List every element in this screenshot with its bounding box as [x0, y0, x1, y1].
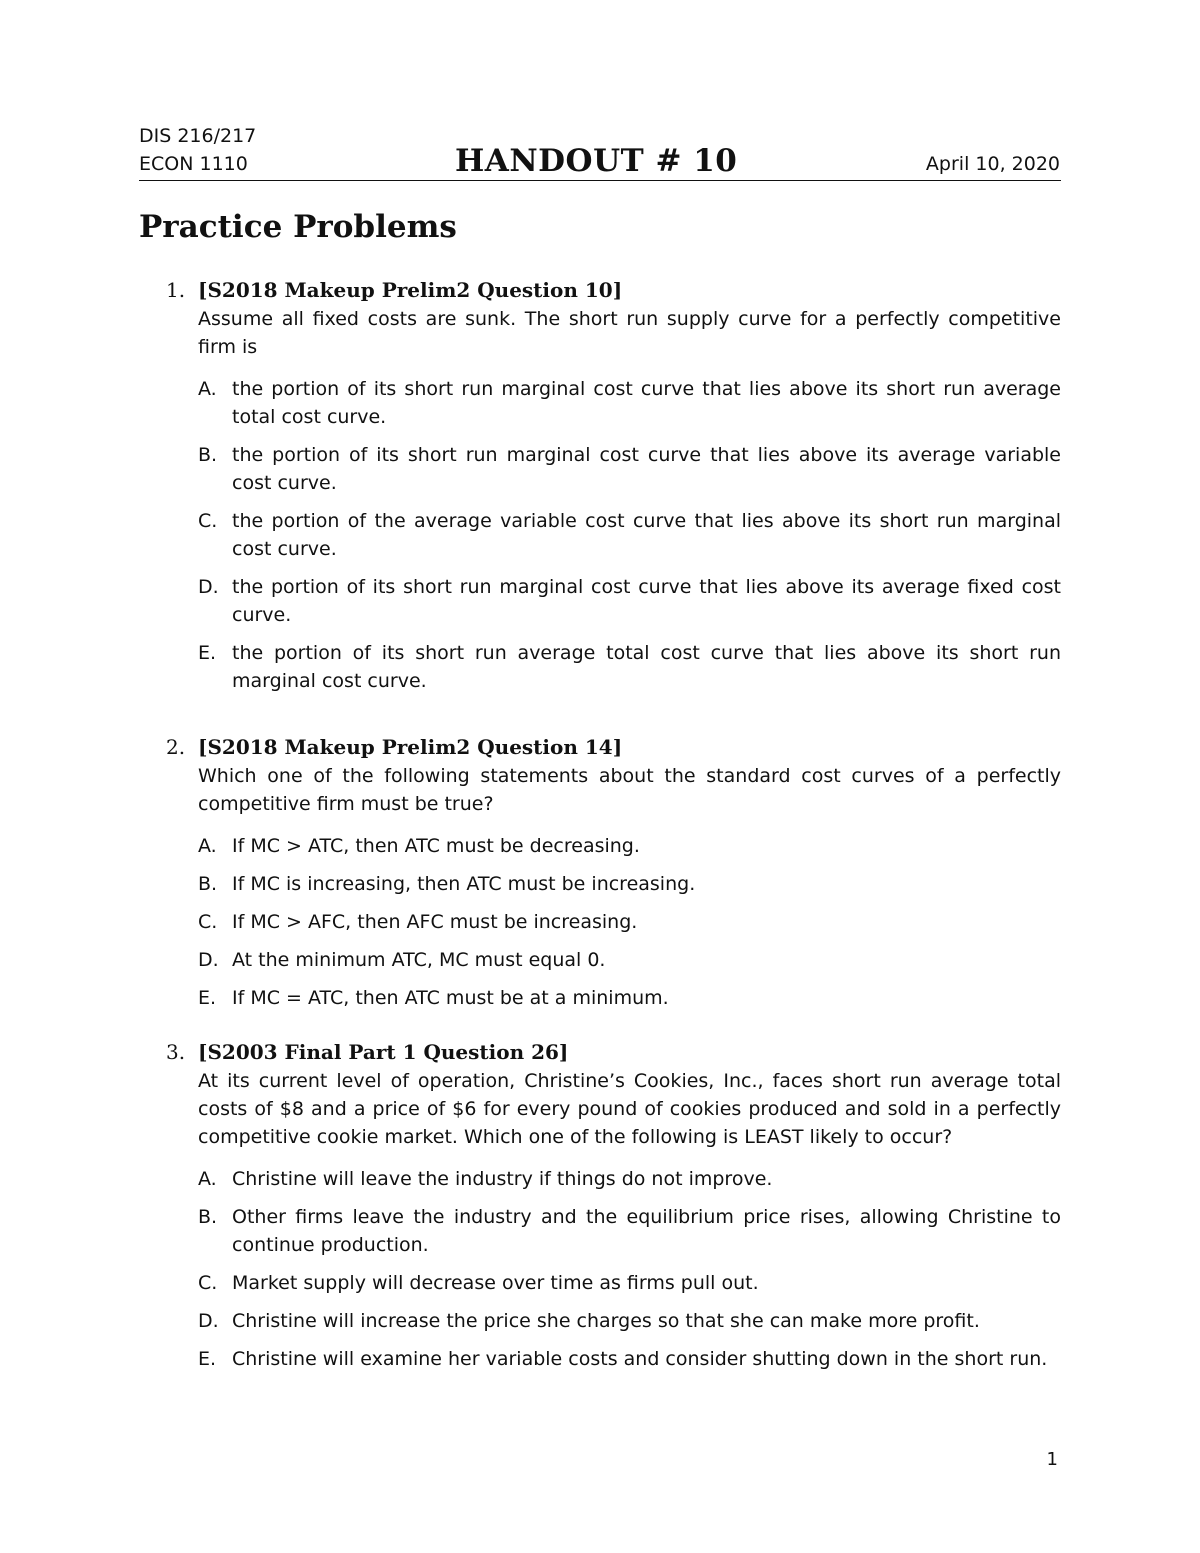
option-letter: E. — [198, 642, 217, 664]
header-course-codes — [139, 122, 256, 178]
option-letter: E. — [198, 1348, 217, 1370]
option-text: Christine will leave the industry if things do not improve. — [232, 1168, 773, 1190]
option-text: If MC > AFC, then AFC must be increasing. — [232, 911, 638, 933]
option-letter: A. — [198, 835, 217, 857]
section-title: Practice Problems — [139, 209, 457, 245]
option-letter: C. — [198, 1272, 218, 1294]
handout-date: April 10, 2020 — [925, 153, 1060, 175]
option-text: If MC > ATC, then ATC must be decreasing. — [232, 835, 640, 857]
question-number: 1. — [166, 278, 186, 302]
question-source: [S2018 Makeup Prelim2 Question 14] — [198, 735, 623, 759]
option-letter: C. — [198, 911, 218, 933]
question-source: [S2018 Makeup Prelim2 Question 10] — [198, 278, 623, 302]
question-stem: Which one of the following statements about the standard cost curves of a perfectly competitive firm must be true? — [198, 765, 1061, 815]
option-e — [198, 1345, 1061, 1373]
option-text: Christine will increase the price she charges so that she can make more profit. — [232, 1310, 980, 1332]
option-b — [198, 1203, 1061, 1259]
option-text: Market supply will decrease over time as firms pull out. — [232, 1272, 759, 1294]
option-text: If MC = ATC, then ATC must be at a minimum. — [232, 987, 669, 1009]
option-letter: D. — [198, 949, 219, 971]
option-text: If MC is increasing, then ATC must be increasing. — [232, 873, 696, 895]
option-a — [198, 1165, 1061, 1193]
option-letter: E. — [198, 987, 217, 1009]
option-c — [198, 507, 1061, 563]
question-stem: Assume all fixed costs are sunk. The short run supply curve for a perfectly competitive firm is — [198, 308, 1061, 358]
option-a — [198, 832, 1061, 860]
question-number: 3. — [166, 1040, 186, 1064]
option-text: the portion of its short run marginal cost curve that lies above its short run average total cost curve. — [232, 378, 1061, 428]
option-letter: B. — [198, 444, 218, 466]
option-a — [198, 375, 1061, 431]
question-stem: At its current level of operation, Christine’s Cookies, Inc., faces short run average total costs of $8 and a price of $6 for every pound of cookies produced and sold in a perfectly competitive cookie market. Which one of the following is LEAST likely to occur? — [198, 1070, 1061, 1148]
page-number: 1 — [1046, 1449, 1058, 1470]
option-text: the portion of its short run average total cost curve that lies above its short run marginal cost curve. — [232, 642, 1061, 692]
option-d — [198, 946, 1061, 974]
handout-title: HANDOUT # 10 — [455, 143, 738, 179]
course-code-dis: DIS 216/217 — [139, 125, 257, 147]
option-b — [198, 441, 1061, 497]
option-letter: D. — [198, 576, 219, 598]
question-number: 2. — [166, 735, 186, 759]
option-c — [198, 1269, 1061, 1297]
answer-options — [139, 375, 1061, 695]
option-e — [198, 639, 1061, 695]
option-b — [198, 870, 1061, 898]
option-text: the portion of its short run marginal cost curve that lies above its average variable cost curve. — [232, 444, 1061, 494]
option-letter: A. — [198, 378, 217, 400]
option-letter: B. — [198, 1206, 218, 1228]
option-letter: B. — [198, 873, 218, 895]
option-text: the portion of the average variable cost curve that lies above its short run marginal cost curve. — [232, 510, 1061, 560]
option-d — [198, 1307, 1061, 1335]
option-c — [198, 908, 1061, 936]
header-divider — [139, 180, 1061, 181]
question-3 — [139, 1037, 1061, 1383]
course-code-econ: ECON 1110 — [139, 153, 248, 175]
option-e — [198, 984, 1061, 1012]
option-letter: C. — [198, 510, 218, 532]
option-text: the portion of its short run marginal cost curve that lies above its average fixed cost curve. — [232, 576, 1061, 626]
option-letter: D. — [198, 1310, 219, 1332]
option-d — [198, 573, 1061, 629]
question-2 — [139, 732, 1061, 1022]
option-text: Other firms leave the industry and the equilibrium price rises, allowing Christine to continue production. — [232, 1206, 1061, 1256]
option-text: Christine will examine her variable costs and consider shutting down in the short run. — [232, 1348, 1048, 1370]
option-letter: A. — [198, 1168, 217, 1190]
answer-options — [139, 1165, 1061, 1373]
answer-options — [139, 832, 1061, 1012]
question-1 — [139, 275, 1061, 705]
option-text: At the minimum ATC, MC must equal 0. — [232, 949, 606, 971]
question-source: [S2003 Final Part 1 Question 26] — [198, 1040, 569, 1064]
